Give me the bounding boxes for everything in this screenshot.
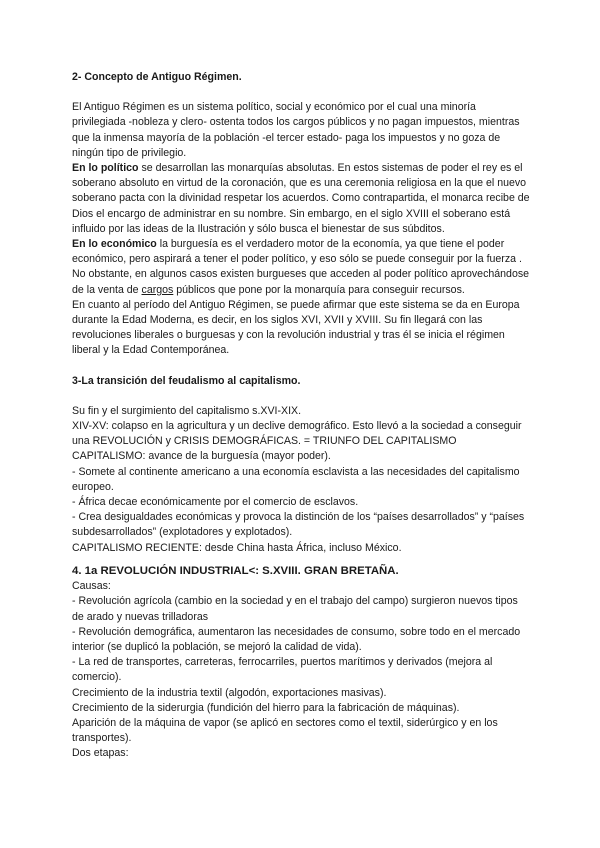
section-2-paragraph-3 <box>72 237 530 298</box>
cargos-link[interactable]: cargos <box>141 283 174 296</box>
economico-text-b: públicos que pone por la monarquía para conseguir recursos. <box>173 283 465 296</box>
section-4-line-4: - La red de transportes, carreteras, ferrocarriles, puertos marítimos y derivados (mejora al comercio). <box>72 656 493 684</box>
section-4-line-5: Crecimiento de la industria textil (algodón, exportaciones masivas). <box>72 686 387 699</box>
section-3-line-1: Su fin y el surgimiento del capitalismo s.XVI-XIX. <box>72 404 302 417</box>
document-page <box>72 70 530 762</box>
section-4-line-7: Aparición de la máquina de vapor (se aplicó en sectores como el textil, siderúrgico y en los transportes). <box>72 716 498 745</box>
section-2-paragraph-4: En cuanto al período del Antiguo Régimen, se puede afirmar que este sistema se da en Europa durante la Edad Moderna, es decir, en los siglos XVI, XVII y XVIII. Su fin llegará con las revoluciones liberales o burguesas y con la revolución industrial y tras él se inicia el régimen liberal y la Edad Contemporánea. <box>72 298 520 357</box>
section-3-line-7: CAPITALISMO RECIENTE: desde China hasta África, incluso México. <box>72 541 402 554</box>
section-3-line-2: XIV-XV: colapso en la agricultura y un declive demográfico. Esto llevó a la sociedad a conseguir una REVOLUCIÓN y CRISIS DEMOGRÁFICAS. = TRIUNFO DEL CAPITALISMO <box>72 420 522 448</box>
section-4-heading: 4. 1a REVOLUCIÓN INDUSTRIAL<: S.XVIII. GRAN BRETAÑA. <box>72 564 399 577</box>
section-2-paragraph-1: El Antiguo Régimen es un sistema político, social y económico por el cual una minoría privilegiada -nobleza y clero- ostenta todos los cargos públicos y no pagan impuestos, mientras que la inmensa mayoría de la población -el tercer estado- paga los impuestos y no goza de ningún tipo de privilegio. <box>72 101 520 159</box>
economico-label: En lo económico <box>72 238 157 251</box>
section-2-paragraph-2 <box>72 161 530 237</box>
section-3-line-3: CAPITALISMO: avance de la burguesía (mayor poder). <box>72 450 331 463</box>
section-4-line-2: - Revolución agrícola (cambio en la sociedad y en el trabajo del campo) surgieron nuevos tipos de arado y nuevas trilladoras <box>72 595 518 623</box>
section-3-heading: 3-La transición del feudalismo al capitalismo. <box>72 374 301 387</box>
section-4-line-6: Crecimiento de la siderurgia (fundición del hierro para la fabricación de máquinas). <box>72 701 460 714</box>
section-4-line-1: Causas: <box>72 580 111 593</box>
politico-label: En lo político <box>72 162 139 175</box>
section-3-line-6: - Crea desigualdades económicas y provoca la distinción de los “países desarrollados” y “países subdesarrollados” (explotadores y explotados). <box>72 511 525 539</box>
section-3-line-4: - Somete al continente americano a una economía esclavista a las necesidades del capitalismo europeo. <box>72 465 520 493</box>
economico-text-a: la burguesía es el verdadero motor de la economía, ya que tiene el poder económico, pero aspirará a tener el poder político, y eso sólo se puede conseguir por la fuerza . No obstante, en algunos casos existen burgueses que acceden al poder político aprovechándose de la venta de <box>72 238 530 296</box>
section-3-line-5: - África decae económicamente por el comercio de esclavos. <box>72 496 359 509</box>
section-4-line-3: - Revolución demográfica, aumentaron las necesidades de consumo, sobre todo en el mercado interior (se duplicó la población, se mejoró la calidad de vida). <box>72 625 521 653</box>
politico-text: se desarrollan las monarquías absolutas. En estos sistemas de poder el rey es el soberano absoluto en virtud de la coronación, que es una ceremonia religiosa en la que el nuevo soberano pacta con la divinidad respetar los acuerdos. Como contrapartida, el monarca recibe de Dios el encargo de administrar en su nombre. Sin embargo, en el siglo XVIII el soberano está influido por las ideas de la Ilustración y sólo busca el bienestar de sus súbditos. <box>72 162 530 235</box>
section-2-heading: 2- Concepto de Antiguo Régimen. <box>72 71 242 83</box>
section-4-line-8: Dos etapas: <box>72 747 129 760</box>
